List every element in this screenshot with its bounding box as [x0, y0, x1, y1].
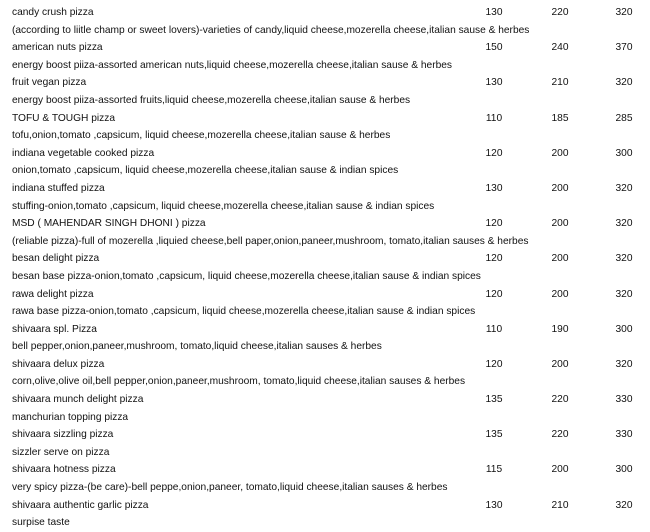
price-size-2: 200 — [551, 288, 569, 300]
price-size-2: 185 — [551, 112, 569, 124]
price-size-2: 200 — [551, 358, 569, 370]
menu-item-row — [0, 286, 650, 304]
menu-item-description: bell pepper,onion,paneer,mushroom, tomato,liquid cheese,italian sauses & herbes — [12, 341, 382, 353]
price-size-3: 320 — [615, 358, 633, 370]
price-size-1: 110 — [485, 112, 503, 124]
menu-description-row — [0, 233, 650, 251]
price-size-3: 300 — [615, 323, 633, 335]
menu-item-name: indiana vegetable cooked pizza — [12, 147, 155, 159]
menu-item-name: candy crush pizza — [12, 7, 94, 18]
price-size-3: 320 — [615, 7, 633, 18]
menu-description-row — [0, 444, 650, 462]
price-size-3: 320 — [615, 253, 633, 265]
menu-description-row — [0, 338, 650, 356]
price-size-1: 135 — [485, 429, 503, 441]
menu-item-name: besan delight pizza — [12, 253, 100, 265]
menu-description-row — [0, 198, 650, 216]
price-size-2: 190 — [551, 323, 569, 335]
menu-description-row — [0, 373, 650, 391]
menu-item-name: american nuts pizza — [12, 42, 103, 54]
menu-item-description: surpise taste — [12, 517, 70, 529]
price-size-1: 115 — [485, 464, 503, 476]
price-size-1: 130 — [485, 499, 503, 511]
price-size-1: 120 — [485, 147, 503, 159]
menu-item-row — [0, 356, 650, 374]
price-size-2: 210 — [551, 499, 569, 511]
menu-item-description: corn,olive,olive oil,bell pepper,onion,paneer,mushroom, tomato,liquid cheese,italian sauses & herbes — [12, 376, 466, 388]
price-size-2: 220 — [551, 7, 569, 18]
price-size-1: 120 — [485, 253, 503, 265]
price-size-3: 330 — [615, 394, 633, 406]
price-size-3: 370 — [615, 42, 633, 54]
menu-item-description: energy boost piiza-assorted american nuts,liquid cheese,mozerella cheese,italian sause & herbes — [12, 59, 453, 71]
menu-item-name: shivaara spl. Pizza — [12, 323, 97, 335]
price-size-3: 320 — [615, 499, 633, 511]
menu-item-name: TOFU & TOUGH pizza — [12, 112, 116, 124]
menu-item-row — [0, 180, 650, 198]
menu-item-description: very spicy pizza-(be care)-bell peppe,onion,paneer, tomato,liquid cheese,italian sauses & herbes — [12, 482, 448, 494]
price-size-3: 300 — [615, 147, 633, 159]
menu-description-row — [0, 409, 650, 427]
price-size-3: 330 — [615, 429, 633, 441]
price-size-1: 130 — [485, 77, 503, 89]
price-size-1: 120 — [485, 358, 503, 370]
menu-item-description: manchurian topping pizza — [12, 411, 129, 423]
price-size-2: 220 — [551, 394, 569, 406]
price-size-1: 130 — [485, 182, 503, 194]
menu-description-row — [0, 92, 650, 110]
menu-item-row — [0, 497, 650, 515]
menu-item-row — [0, 321, 650, 339]
price-size-2: 200 — [551, 182, 569, 194]
menu-item-description: stuffing-onion,tomato ,capsicum, liquid cheese,mozerella cheese,italian sause & indian spices — [12, 200, 435, 212]
price-size-2: 200 — [551, 218, 569, 230]
menu-item-row — [0, 426, 650, 444]
menu-item-description: (reliable pizza)-full of mozerella ,liquied cheese,bell paper,onion,paneer,mushroom, tomato,italian sauses & herbes — [12, 235, 529, 247]
menu-item-description: (according to liitle champ or sweet lovers)-varieties of candy,liquid cheese,mozerella cheese,italian sause & herbes — [12, 24, 530, 36]
price-size-3: 320 — [615, 288, 633, 300]
menu-item-row — [0, 110, 650, 128]
menu-item-description: tofu,onion,tomato ,capsicum, liquid cheese,mozerella cheese,italian sause & herbes — [12, 130, 391, 142]
menu-item-name: fruit vegan pizza — [12, 77, 87, 89]
price-size-3: 320 — [615, 218, 633, 230]
price-size-3: 320 — [615, 77, 633, 89]
menu-item-row — [0, 74, 650, 92]
menu-description-row — [0, 22, 650, 40]
menu-description-row — [0, 127, 650, 145]
menu-description-row — [0, 514, 650, 532]
price-size-1: 130 — [485, 7, 503, 18]
menu-item-description: sizzler serve on pizza — [12, 446, 110, 458]
menu-item-name: indiana stuffed pizza — [12, 182, 105, 194]
menu-item-description: onion,tomato ,capsicum, liquid cheese,mozerella cheese,italian sause & indian spices — [12, 165, 399, 177]
price-size-1: 150 — [485, 42, 503, 54]
menu-item-row — [0, 4, 650, 22]
menu-item-row — [0, 250, 650, 268]
price-size-3: 320 — [615, 182, 633, 194]
price-size-2: 200 — [551, 464, 569, 476]
price-size-1: 135 — [485, 394, 503, 406]
price-size-1: 120 — [485, 288, 503, 300]
price-size-3: 300 — [615, 464, 633, 476]
menu-item-name: shivaara delux pizza — [12, 358, 105, 370]
price-size-2: 200 — [551, 147, 569, 159]
menu-item-description: besan base pizza-onion,tomato ,capsicum, liquid cheese,mozerella cheese,italian sause & indian spices — [12, 270, 481, 282]
price-size-2: 220 — [551, 429, 569, 441]
menu-description-row — [0, 303, 650, 321]
menu-item-name: rawa delight pizza — [12, 288, 94, 300]
menu-item-name: shivaara hotness pizza — [12, 464, 116, 476]
menu-description-row — [0, 479, 650, 497]
menu-item-name: shivaara authentic garlic pizza — [12, 499, 149, 511]
menu-description-row — [0, 57, 650, 75]
price-size-2: 240 — [551, 42, 569, 54]
menu-item-row — [0, 461, 650, 479]
menu-item-description: energy boost piiza-assorted fruits,liquid cheese,mozerella cheese,italian sause & herbes — [12, 94, 411, 106]
price-size-2: 200 — [551, 253, 569, 265]
price-size-2: 210 — [551, 77, 569, 89]
menu-description-row — [0, 268, 650, 286]
price-size-1: 120 — [485, 218, 503, 230]
menu-item-row — [0, 145, 650, 163]
menu-item-name: shivaara sizzling pizza — [12, 429, 114, 441]
price-size-3: 285 — [615, 112, 633, 124]
menu-item-name: MSD ( MAHENDAR SINGH DHONI ) pizza — [12, 218, 206, 230]
menu-description-row — [0, 162, 650, 180]
menu-item-name: shivaara munch delight pizza — [12, 394, 144, 406]
menu-item-row — [0, 391, 650, 409]
menu-item-description: rawa base pizza-onion,tomato ,capsicum, liquid cheese,mozerella cheese,italian sause & indian spices — [12, 306, 476, 318]
menu-item-row — [0, 215, 650, 233]
menu-list — [0, 4, 650, 532]
price-size-1: 110 — [485, 323, 503, 335]
menu-item-row — [0, 39, 650, 57]
